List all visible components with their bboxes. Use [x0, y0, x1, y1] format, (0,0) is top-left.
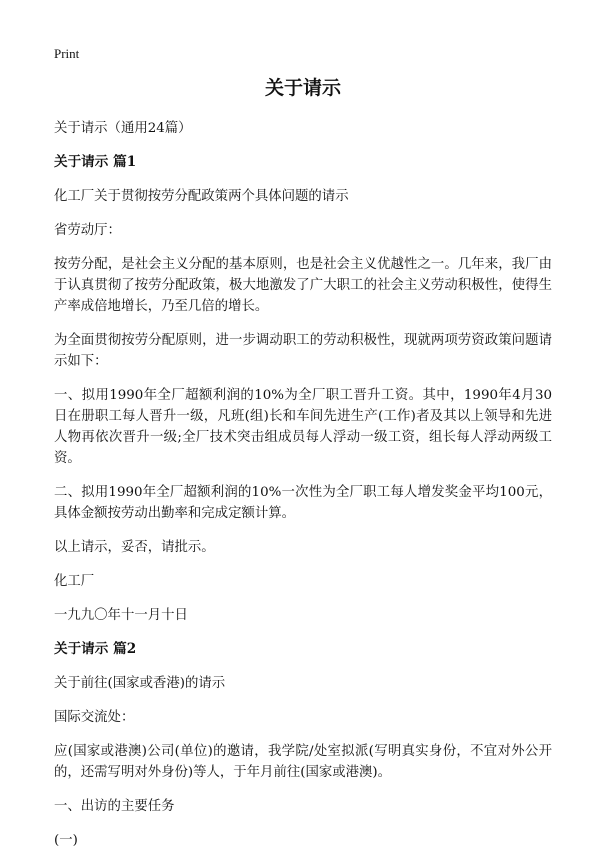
paragraph: 一、拟用1990年全厂超额利润的10%为全厂职工晋升工资。其中，1990年4月30日在册职工每人晋升一级，凡班(组)长和车间先进生产(工作)者及其以上领导和先进人物再依次晋升一级;全厂技术突击组成员每人浮动一级工资，组长每人浮动两级工资。	[54, 388, 552, 466]
paragraph: 化工厂关于贯彻按劳分配政策两个具体问题的请示	[54, 189, 349, 204]
section-heading-2: 关于请示 篇2	[54, 641, 137, 657]
paragraph: 为全面贯彻按劳分配原则，进一步调动职工的劳动积极性，现就两项劳资政策问题请示如下：	[54, 333, 552, 369]
paragraph: 关于前往(国家或香港)的请示	[54, 676, 226, 691]
paragraph: 应(国家或港澳)公司(单位)的邀请，我学院/处室拟派(写明真实身份，不宜对外公开的，还需写明对外身份)等人，于年月前往(国家或港澳)。	[54, 744, 552, 780]
document-title: 关于请示	[264, 77, 341, 99]
paragraph: 国际交流处：	[54, 710, 135, 725]
signature-date: 一九九〇年十一月十日	[54, 608, 188, 623]
signature-org: 化工厂	[54, 574, 95, 589]
paragraph: 以上请示，妥否，请批示。	[54, 540, 215, 555]
document-subtitle: 关于请示（通用24篇）	[54, 121, 192, 136]
print-label: Print	[54, 46, 80, 61]
paragraph: 省劳动厅：	[54, 223, 121, 238]
paragraph: (一)	[54, 833, 78, 848]
paragraph: 一、出访的主要任务	[54, 799, 175, 814]
paragraph: 二、拟用1990年全厂超额利润的10%一次性为全厂职工每人增发奖金平均100元，具体金额按劳动出勤率和完成定额计算。	[54, 485, 552, 521]
paragraph: 按劳分配，是社会主义分配的基本原则，也是社会主义优越性之一。几年来，我厂由于认真贯彻了按劳分配政策，极大地激发了广大职工的社会主义劳动积极性，使得生产率成倍地增长，乃至几倍的增长。	[54, 257, 552, 314]
section-heading-1: 关于请示 篇1	[54, 154, 137, 170]
